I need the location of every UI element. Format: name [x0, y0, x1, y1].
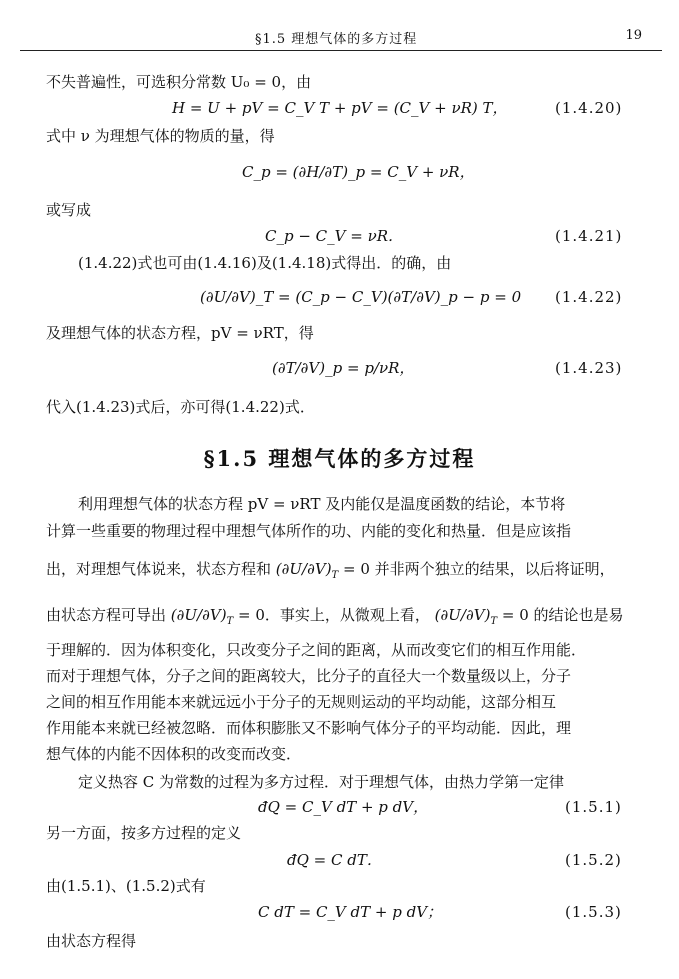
paragraph-line: 想气体的内能不因体积的改变而改变． [46, 745, 302, 763]
text-span: 由状态方程可导出 [46, 606, 167, 624]
equation-number: (1.5.1) [565, 798, 622, 816]
paragraph-line [46, 605, 624, 632]
paragraph-line: 另一方面，按多方过程的定义 [46, 824, 242, 842]
equation-number: (1.4.22) [555, 288, 623, 306]
equation-1-5-1: đQ = C_V dT + p dV， [258, 798, 429, 816]
text-line: 式中 ν 为理想气体的物质的量，得 [46, 127, 275, 145]
paragraph-line: 作用能本来就已经被忽略．而体积膨胀又不影响气体分子的平均动能．因此，理 [46, 719, 572, 737]
paragraph-line: 于理解的．因为体积变化，只改变分子之间的距离，从而改变它们的相互作用能． [46, 641, 587, 659]
header-section-title: §1.5 理想气体的多方过程 [255, 32, 418, 47]
paragraph-line: 利用理想气体的状态方程 pV = νRT 及内能仅是温度函数的结论，本节将 [78, 495, 566, 513]
header-rule [20, 50, 662, 51]
equation-1-5-2: đQ = C dT． [287, 851, 382, 869]
equation-number: (1.4.21) [555, 227, 623, 245]
paragraph-line: 而对于理想气体，分子之间的距离较大，比分子的直径大一个数量级以上，分子 [46, 667, 572, 685]
equation-1-5-3: C dT = C_V dT + p dV； [258, 903, 443, 921]
text-line: 及理想气体的状态方程，pV = νRT，得 [46, 324, 314, 342]
equation-1-4-20: H = U + pV = C_V T + pV = (C_V + νR) T， [172, 99, 508, 117]
text-line: 不失普遍性，可选积分常数 U₀ = 0，由 [46, 73, 312, 91]
paragraph-line [46, 559, 615, 586]
text-span: = 0 的结论也是易 [501, 606, 624, 624]
paragraph-line: 由状态方程得 [46, 932, 137, 950]
paragraph-line: 定义热容 C 为常数的过程为多方过程．对于理想气体，由热力学第一定律 [78, 773, 565, 791]
equation-number: (1.5.3) [565, 903, 622, 921]
partial-derivative-du-dv: $(\partial U/\partial V)_T$ [434, 606, 498, 627]
equation-cp: C_p = (∂H/∂T)_p = C_V + νR， [242, 163, 475, 181]
equation-number: (1.5.2) [565, 851, 622, 869]
partial-derivative-du-dv: $(\partial U/\partial V)_T$ [275, 560, 339, 581]
text-line: 代入(1.4.23)式后，亦可得(1.4.22)式． [46, 398, 315, 416]
equation-1-4-21: C_p − C_V = νR． [265, 227, 404, 245]
text-line: 或写成 [46, 201, 92, 219]
equation-number: (1.4.20) [555, 99, 623, 117]
equation-number: (1.4.23) [555, 359, 623, 377]
partial-derivative-du-dv: $(\partial U/\partial V)_T$ [170, 606, 234, 627]
page-number: 19 [625, 28, 642, 43]
running-header [20, 26, 662, 56]
paragraph-line: 由(1.5.1)、(1.5.2)式有 [46, 877, 206, 895]
paragraph-line: 计算一些重要的物理过程中理想气体所作的功、内能的变化和热量．但是应该指 [46, 522, 572, 540]
text-line: (1.4.22)式也可由(1.4.16)及(1.4.18)式得出．的确，由 [78, 254, 452, 272]
paragraph-line: 之间的相互作用能本来就远远小于分子的无规则运动的平均动能，这部分相互 [46, 693, 557, 711]
section-heading: §1.5 理想气体的多方过程 [203, 446, 476, 471]
equation-1-4-22: (∂U/∂V)_T = (C_p − C_V)(∂T/∂V)_p − p = 0 [200, 288, 522, 306]
text-span: = 0．事实上，从微观上看， [238, 606, 430, 624]
text-span: = 0 并非两个独立的结果，以后将证明， [343, 560, 615, 578]
equation-1-4-23: (∂T/∂V)_p = p/νR， [272, 359, 415, 377]
text-span: 出，对理想气体说来，状态方程和 [46, 560, 272, 578]
